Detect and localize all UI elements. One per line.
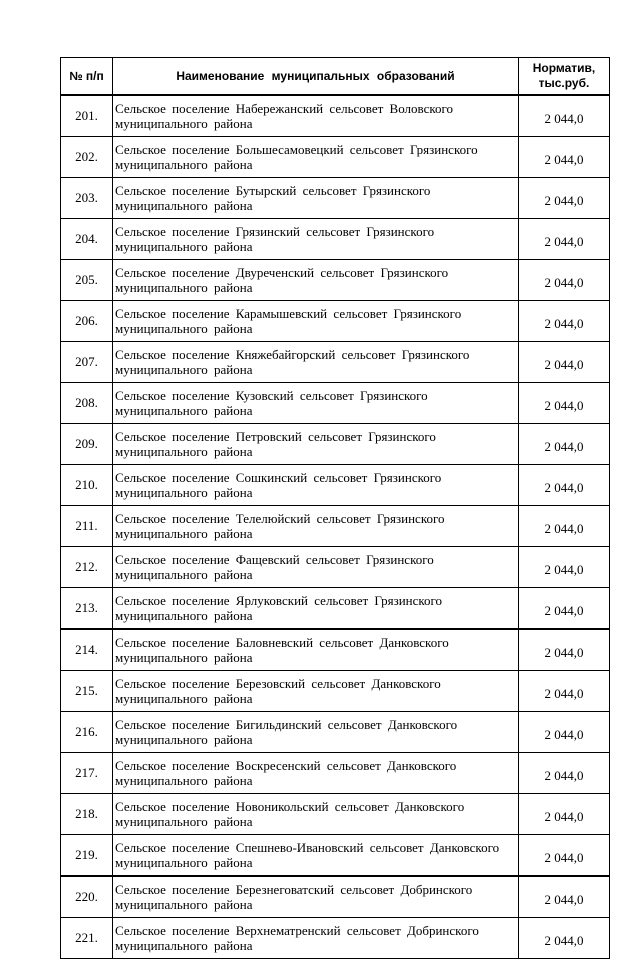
row-number: 217. (61, 753, 113, 794)
table-row (61, 671, 610, 712)
row-number: 211. (61, 506, 113, 547)
row-name: Сельское поселение Двуреченский сельсовет Грязинского муниципального района (113, 260, 519, 301)
row-name: Сельское поселение Ярлуковский сельсовет Грязинского муниципального района (113, 588, 519, 630)
header-num: № п/п (61, 58, 113, 96)
row-value: 2 044,0 (519, 794, 610, 835)
row-number: 208. (61, 383, 113, 424)
table-row (61, 712, 610, 753)
row-value: 2 044,0 (519, 506, 610, 547)
row-name: Сельское поселение Большесамовецкий сельсовет Грязинского муниципального района (113, 137, 519, 178)
row-number: 206. (61, 301, 113, 342)
table-row (61, 383, 610, 424)
row-value: 2 044,0 (519, 465, 610, 506)
row-value: 2 044,0 (519, 95, 610, 137)
row-name: Сельское поселение Набережанский сельсовет Воловского муниципального района (113, 95, 519, 137)
row-name: Сельское поселение Петровский сельсовет Грязинского муниципального района (113, 424, 519, 465)
row-value: 2 044,0 (519, 753, 610, 794)
row-number: 220. (61, 876, 113, 918)
row-name: Сельское поселение Березовский сельсовет Данковского муниципального района (113, 671, 519, 712)
row-name: Сельское поселение Карамышевский сельсовет Грязинского муниципального района (113, 301, 519, 342)
row-name: Сельское поселение Верхнематренский сельсовет Добринского муниципального района (113, 918, 519, 959)
row-name: Сельское поселение Фащевский сельсовет Грязинского муниципального района (113, 547, 519, 588)
row-value: 2 044,0 (519, 876, 610, 918)
table-row (61, 178, 610, 219)
table-row (61, 918, 610, 959)
row-number: 203. (61, 178, 113, 219)
row-value: 2 044,0 (519, 629, 610, 671)
row-value: 2 044,0 (519, 383, 610, 424)
row-value: 2 044,0 (519, 260, 610, 301)
row-number: 202. (61, 137, 113, 178)
row-name: Сельское поселение Сошкинский сельсовет Грязинского муниципального района (113, 465, 519, 506)
row-name: Сельское поселение Спешнево-Ивановский сельсовет Данковского муниципального района (113, 835, 519, 877)
table-row (61, 547, 610, 588)
header-norm: Норматив, тыс.руб. (519, 58, 610, 96)
row-name: Сельское поселение Новоникольский сельсовет Данковского муниципального района (113, 794, 519, 835)
row-number: 213. (61, 588, 113, 630)
table-row (61, 506, 610, 547)
table-row (61, 588, 610, 630)
table-row (61, 629, 610, 671)
row-number: 221. (61, 918, 113, 959)
table-row (61, 137, 610, 178)
table-row (61, 465, 610, 506)
table-row (61, 753, 610, 794)
row-value: 2 044,0 (519, 671, 610, 712)
row-number: 218. (61, 794, 113, 835)
norms-table-container (60, 57, 609, 959)
row-value: 2 044,0 (519, 178, 610, 219)
table-row (61, 342, 610, 383)
row-number: 204. (61, 219, 113, 260)
row-number: 216. (61, 712, 113, 753)
table-row (61, 424, 610, 465)
row-value: 2 044,0 (519, 342, 610, 383)
row-name: Сельское поселение Березнеговатский сельсовет Добринского муниципального района (113, 876, 519, 918)
row-value: 2 044,0 (519, 835, 610, 877)
row-number: 201. (61, 95, 113, 137)
row-number: 207. (61, 342, 113, 383)
row-number: 215. (61, 671, 113, 712)
row-number: 205. (61, 260, 113, 301)
table-row (61, 219, 610, 260)
row-name: Сельское поселение Грязинский сельсовет Грязинского муниципального района (113, 219, 519, 260)
row-value: 2 044,0 (519, 301, 610, 342)
row-name: Сельское поселение Телелюйский сельсовет Грязинского муниципального района (113, 506, 519, 547)
norms-table (60, 57, 610, 959)
row-value: 2 044,0 (519, 424, 610, 465)
header-name: Наименование муниципальных образований (113, 58, 519, 96)
row-name: Сельское поселение Бутырский сельсовет Грязинского муниципального района (113, 178, 519, 219)
row-number: 210. (61, 465, 113, 506)
row-value: 2 044,0 (519, 219, 610, 260)
row-name: Сельское поселение Баловневский сельсовет Данковского муниципального района (113, 629, 519, 671)
row-value: 2 044,0 (519, 918, 610, 959)
row-value: 2 044,0 (519, 712, 610, 753)
row-name: Сельское поселение Бигильдинский сельсовет Данковского муниципального района (113, 712, 519, 753)
table-row (61, 301, 610, 342)
table-row (61, 95, 610, 137)
table-row (61, 794, 610, 835)
row-number: 219. (61, 835, 113, 877)
row-name: Сельское поселение Княжебайгорский сельсовет Грязинского муниципального района (113, 342, 519, 383)
table-row (61, 260, 610, 301)
table-row (61, 876, 610, 918)
table-row (61, 835, 610, 877)
row-value: 2 044,0 (519, 547, 610, 588)
row-number: 214. (61, 629, 113, 671)
row-name: Сельское поселение Воскресенский сельсовет Данковского муниципального района (113, 753, 519, 794)
row-number: 209. (61, 424, 113, 465)
row-number: 212. (61, 547, 113, 588)
row-name: Сельское поселение Кузовский сельсовет Грязинского муниципального района (113, 383, 519, 424)
row-value: 2 044,0 (519, 137, 610, 178)
table-header-row (61, 58, 610, 96)
row-value: 2 044,0 (519, 588, 610, 630)
